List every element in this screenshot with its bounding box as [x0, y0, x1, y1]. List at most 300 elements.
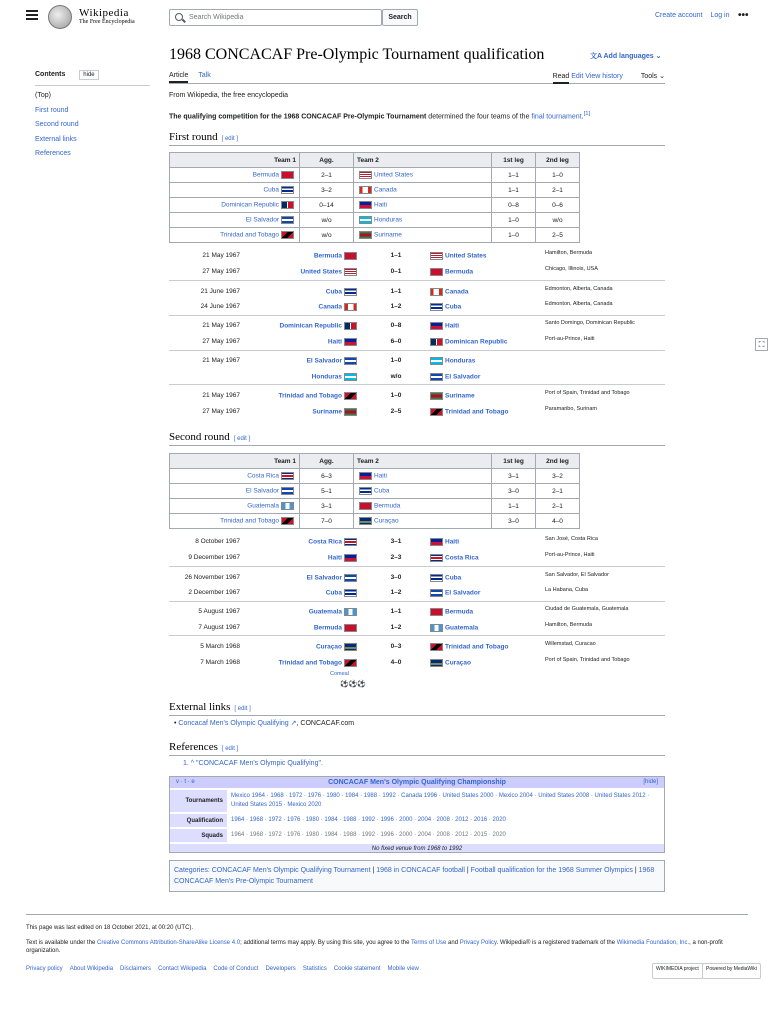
team1-link[interactable]: Costa Rica — [247, 472, 279, 480]
team1-link[interactable]: Cuba — [263, 186, 279, 194]
intro-bold: The qualifying competition for the 1968 CONCACAF Pre-Olympic Tournament — [169, 113, 427, 121]
away-team-link[interactable]: El Salvador — [445, 589, 481, 597]
more-options-icon[interactable]: ••• — [738, 10, 749, 21]
flag-guatemala-icon — [430, 624, 443, 632]
category-link[interactable]: CONCACAF Men's Olympic Qualifying Tournament — [211, 867, 371, 874]
toc-item-first-round[interactable]: First round — [35, 106, 69, 114]
home-team[interactable] — [259, 624, 359, 632]
away-team[interactable] — [428, 303, 461, 311]
page-tabs — [169, 69, 665, 84]
match-date: 7 August 1967 — [198, 624, 240, 631]
match-venue: San José, Costa Rica — [545, 536, 598, 542]
footer-link[interactable]: Statistics — [302, 966, 327, 972]
match-date: 8 October 1967 — [195, 538, 240, 545]
flag-trinidad-icon — [344, 392, 357, 400]
match-row — [169, 388, 665, 404]
home-team-link[interactable]: Bermuda — [313, 252, 342, 260]
away-team[interactable] — [428, 338, 507, 346]
match-score: 2–5 — [390, 408, 402, 415]
home-team[interactable] — [259, 252, 359, 260]
license-pre: Text is available under the — [26, 940, 96, 946]
edit-link[interactable]: [ edit ] — [221, 136, 238, 142]
away-team[interactable] — [428, 288, 468, 296]
home-team[interactable] — [259, 268, 359, 276]
footer-link[interactable]: Mobile view — [387, 966, 419, 972]
search-input[interactable] — [169, 9, 382, 26]
flag-haiti-icon — [359, 201, 372, 209]
home-team[interactable] — [259, 554, 359, 562]
away-team-link[interactable]: Trinidad and Tobago — [445, 408, 509, 416]
wmf-link[interactable]: Wikimedia Foundation, Inc. — [616, 940, 690, 946]
flag-dominican-icon — [430, 338, 443, 346]
away-team[interactable] — [428, 589, 480, 597]
home-team[interactable] — [259, 538, 359, 546]
match-score: 0–1 — [390, 268, 402, 275]
second-leg-cell: 2–1 — [536, 484, 580, 499]
home-team[interactable] — [259, 659, 359, 667]
flag-usa-icon — [344, 268, 357, 276]
second-leg-cell: 1–0 — [536, 168, 580, 183]
search-icon — [175, 13, 183, 21]
navbox-tournaments-links[interactable]: Mexico 1964 · 1968 · 1972 · 1976 · 1980 · 1984 · 1988 · 1992 · Canada 1996 · United States 2000 · Mexico 2004 · United States 2008 · United States 2012 · United States 2015 · Mexico 2020 — [231, 793, 650, 808]
first-leg-cell: 1–0 — [492, 228, 536, 243]
external-suffix: , CONCACAF.com — [296, 720, 355, 727]
flag-haiti-icon — [344, 554, 357, 562]
flag-suriname-icon — [430, 392, 443, 400]
flag-bermuda-icon — [359, 502, 372, 510]
away-team-link[interactable]: El Salvador — [445, 373, 481, 381]
away-team[interactable] — [428, 643, 508, 651]
main-menu-icon[interactable] — [26, 10, 38, 20]
away-team[interactable] — [428, 624, 478, 632]
flag-curacao-icon — [344, 643, 357, 651]
home-team-link[interactable]: United States — [300, 268, 342, 276]
reference-item[interactable] — [183, 759, 679, 769]
team2-cell[interactable] — [354, 168, 492, 183]
tab-article[interactable]: Article — [169, 72, 188, 83]
first-round-table — [169, 152, 580, 243]
toc-item-references[interactable]: References — [35, 150, 71, 157]
privacy-link[interactable]: Privacy Policy — [459, 940, 497, 946]
tab-edit[interactable]: Edit — [571, 73, 584, 80]
toc-title: Contents — [35, 71, 66, 78]
team2-cell[interactable] — [354, 183, 492, 198]
first-leg-cell: 1–1 — [492, 168, 536, 183]
team2-link[interactable]: Haiti — [374, 472, 388, 480]
terms-link[interactable]: Terms of Use — [411, 940, 447, 946]
flag-trinidad-icon — [344, 659, 357, 667]
last-edited: This page was last edited on 18 October 2021, at 00:20 (UTC). — [26, 925, 194, 931]
team1-cell[interactable] — [170, 213, 300, 228]
home-team-link[interactable]: Canada — [318, 303, 342, 311]
team1-link[interactable]: El Salvador — [245, 216, 279, 224]
tab-talk[interactable]: Talk — [198, 72, 211, 79]
globe-icon — [48, 5, 72, 29]
navbox-squads-links[interactable]: 1964 · 1968 · 1972 · 1976 · 1980 · 1984 · 1988 · 1992 · 1996 · 2000 · 2004 · 2008 · 2012 · 2015 · 2020 — [231, 832, 506, 838]
team1-cell[interactable] — [170, 499, 300, 514]
team2-link[interactable]: Bermuda — [374, 502, 401, 510]
footer-link[interactable]: Disclaimers — [120, 966, 152, 972]
second-leg-cell: 2–1 — [536, 183, 580, 198]
away-team[interactable] — [428, 659, 471, 667]
final-tournament-link[interactable]: final tournament — [531, 113, 582, 121]
aggregate-cell: w/o — [300, 228, 354, 243]
home-team[interactable] — [259, 574, 359, 582]
home-team-link[interactable]: Guatemala — [308, 608, 342, 616]
match-row — [169, 299, 665, 315]
first-leg-cell: 1–0 — [492, 213, 536, 228]
match-separator — [169, 350, 665, 351]
reference-text[interactable]: 1. ^ "CONCACAF Men's Olympic Qualifying". — [183, 760, 323, 767]
match-row — [169, 585, 665, 601]
aggregate-cell: 7–0 — [300, 514, 354, 529]
team2-link[interactable]: United States — [374, 171, 414, 179]
flag-cuba-icon — [344, 589, 357, 597]
flag-elsalvador-icon — [281, 216, 294, 224]
second-round-table — [169, 453, 580, 529]
mediawiki-badge[interactable] — [702, 963, 761, 979]
column-header: Team 1 — [170, 454, 300, 469]
page-title: 1968 CONCACAF Pre-Olympic Tournament qualification — [169, 46, 545, 63]
team2-cell[interactable] — [354, 499, 492, 514]
home-team-link[interactable]: Bermuda — [313, 624, 342, 632]
match-score: 1–2 — [390, 303, 402, 310]
away-team[interactable] — [428, 268, 473, 276]
table-header-row — [170, 454, 580, 469]
intro-paragraph — [169, 109, 665, 122]
license-tail: , a non-profit organization. — [26, 940, 723, 954]
aggregate-cell: 6–3 — [300, 469, 354, 484]
toc-item-external-links[interactable]: External links — [35, 135, 77, 143]
navbox-hide-button[interactable]: [hide] — [643, 779, 658, 785]
match-date: 27 May 1967 — [202, 338, 240, 345]
concacaf-link[interactable]: Concacaf Men's Olympic Qualifying — [178, 720, 289, 727]
away-team[interactable] — [428, 373, 480, 381]
add-languages-button[interactable]: 文A Add languages ⌄ — [590, 53, 662, 60]
flag-canada-icon — [359, 186, 372, 194]
column-header[interactable]: Agg. — [300, 153, 354, 168]
team2-cell[interactable] — [354, 198, 492, 213]
flag-suriname-icon — [359, 231, 372, 239]
home-team-link[interactable]: Curaçao — [315, 643, 342, 651]
table-row — [170, 213, 580, 228]
footer-link[interactable]: Cookie statement — [333, 966, 381, 972]
home-team-link[interactable]: Haiti — [327, 554, 342, 562]
footer-link[interactable]: About Wikipedia — [69, 966, 114, 972]
team2-cell[interactable] — [354, 469, 492, 484]
team2-link[interactable]: Haiti — [374, 201, 388, 209]
table-row — [170, 168, 580, 183]
language-icon: 文A — [590, 53, 604, 60]
home-team-link[interactable]: Honduras — [311, 373, 342, 381]
match-row — [169, 334, 665, 350]
match-venue: Hamilton, Bermuda — [545, 250, 593, 256]
team1-cell[interactable] — [170, 228, 300, 243]
home-team-link[interactable]: Cuba — [325, 288, 342, 296]
flag-elsalvador-icon — [281, 487, 294, 495]
team1-link[interactable]: Trinidad and Tobago — [220, 517, 279, 525]
away-team-link[interactable]: United States — [445, 252, 487, 260]
flag-honduras-icon — [344, 373, 357, 381]
navbox-title — [170, 777, 664, 788]
match-venue: Edmonton, Alberta, Canada — [545, 286, 613, 292]
team1-cell[interactable] — [170, 484, 300, 499]
team2-link[interactable]: Suriname — [374, 231, 402, 239]
away-team-link[interactable]: Dominican Republic — [445, 338, 508, 346]
license-link[interactable]: Creative Commons Attribution-ShareAlike License 4.0 — [97, 940, 241, 946]
tab-view-history[interactable]: View history — [585, 73, 623, 80]
team2-link[interactable]: Honduras — [374, 216, 403, 224]
footer-link[interactable]: Privacy policy — [26, 966, 63, 972]
team2-cell[interactable] — [354, 213, 492, 228]
comeal-link[interactable] — [330, 671, 349, 677]
edit-link[interactable]: [ edit ] — [221, 746, 239, 752]
edit-link[interactable]: [ edit ] — [233, 436, 251, 442]
team1-link[interactable]: Guatemala — [247, 502, 279, 510]
match-venue: Port-au-Prince, Haiti — [545, 336, 595, 342]
external-link-item: • Concacaf Men's Olympic Qualifying ↗, CONCACAF.com — [174, 720, 355, 727]
home-team-link[interactable]: El Salvador — [306, 357, 342, 365]
navbox-qualification-label: Qualification — [170, 814, 227, 827]
match-score: 3–1 — [390, 538, 402, 545]
away-team-link[interactable]: Canada — [445, 288, 469, 296]
wikimedia-badge-label: WIKIMEDIA project — [656, 966, 699, 972]
second-leg-cell: 4–0 — [536, 514, 580, 529]
away-team-link[interactable]: Curaçao — [445, 659, 472, 667]
footer-links — [26, 965, 748, 973]
match-date: 27 May 1967 — [202, 268, 240, 275]
team2-cell[interactable] — [354, 484, 492, 499]
team2-link[interactable]: Canada — [374, 186, 397, 194]
category-link[interactable]: 1968 CONCACAF Men's Pre-Olympic Tournament — [174, 867, 655, 885]
team1-link[interactable]: Trinidad and Tobago — [220, 231, 279, 239]
away-team-link[interactable]: Bermuda — [445, 268, 474, 276]
home-team[interactable] — [259, 408, 359, 416]
home-team[interactable] — [259, 589, 359, 597]
first-leg-cell: 1–1 — [492, 499, 536, 514]
match-score: 0–3 — [390, 643, 402, 650]
away-team-link[interactable]: Haiti — [445, 538, 460, 546]
match-date: 7 March 1968 — [200, 659, 240, 666]
create-account-link[interactable]: Create account — [655, 12, 703, 19]
flag-dominican-icon — [281, 201, 294, 209]
table-of-contents — [35, 70, 150, 165]
match-venue: Chicago, Illinois, USA — [545, 266, 598, 272]
flag-trinidad-icon — [281, 517, 294, 525]
team2-cell[interactable] — [354, 514, 492, 529]
reference-link[interactable]: [1] — [583, 111, 591, 117]
section-first-round — [169, 131, 665, 146]
match-venue: Port of Spain, Trinidad and Tobago — [545, 390, 630, 396]
flag-haiti-icon — [430, 538, 443, 546]
expand-icon[interactable]: ⛶ — [755, 338, 768, 351]
away-team-link[interactable]: Bermuda — [445, 608, 474, 616]
home-team-link[interactable]: Cuba — [325, 589, 342, 597]
category-link[interactable]: 1968 in CONCACAF football — [376, 867, 465, 874]
away-team[interactable] — [428, 554, 479, 562]
toc-item-second-round[interactable]: Second round — [35, 121, 79, 128]
away-team[interactable] — [428, 322, 459, 330]
match-row — [169, 534, 665, 550]
match-separator — [169, 635, 665, 636]
match-venue: Port-au-Prince, Haiti — [545, 552, 595, 558]
home-team-link[interactable]: Trinidad and Tobago — [278, 392, 342, 400]
match-venue: San Salvador, El Salvador — [545, 572, 609, 578]
flag-canada-icon — [430, 288, 443, 296]
flag-haiti-icon — [430, 322, 443, 330]
away-team-link[interactable]: Guatemala — [445, 624, 479, 632]
mediawiki-badge-label: Powered by MediaWiki — [706, 966, 757, 972]
away-team[interactable] — [428, 408, 508, 416]
match-date: 21 May 1967 — [202, 252, 240, 259]
flag-bermuda-icon — [430, 608, 443, 616]
match-row — [169, 570, 665, 586]
team1-link[interactable]: Dominican Republic — [221, 201, 279, 209]
away-team-link[interactable]: Costa Rica — [445, 554, 479, 562]
team2-link[interactable]: Curaçao — [374, 517, 399, 525]
categories-box: Categories: CONCACAF Men's Olympic Qualifying Tournament | 1968 in CONCACAF football | Football qualification for the 1968 Summer Olympics | 1968 CONCACAF Men's Pre-Olympic Tournament — [169, 860, 665, 892]
home-team[interactable] — [259, 373, 359, 381]
table-row — [170, 469, 580, 484]
away-team[interactable] — [428, 574, 461, 582]
away-team[interactable] — [428, 608, 473, 616]
match-score: 1–1 — [390, 288, 402, 295]
edit-label: edit — [224, 136, 235, 142]
second-leg-cell: 2–5 — [536, 228, 580, 243]
second-leg-cell: 0–6 — [536, 198, 580, 213]
column-header[interactable]: Agg. — [300, 454, 354, 469]
first-leg-cell: 3–0 — [492, 514, 536, 529]
match-row — [169, 639, 665, 655]
team2-link[interactable]: Cuba — [374, 487, 390, 495]
team1-cell[interactable] — [170, 469, 300, 484]
tab-tools[interactable]: Tools ⌄ — [640, 73, 665, 80]
table-row — [170, 183, 580, 198]
home-team-link[interactable]: Trinidad and Tobago — [278, 659, 342, 667]
first-leg-cell: 0–8 — [492, 198, 536, 213]
aggregate-cell: 5–1 — [300, 484, 354, 499]
team1-cell[interactable] — [170, 198, 300, 213]
match-date: 21 May 1967 — [202, 322, 240, 329]
home-team[interactable] — [259, 303, 359, 311]
away-team[interactable] — [428, 252, 487, 260]
table-row — [170, 499, 580, 514]
flag-curacao-icon — [430, 659, 443, 667]
home-team[interactable] — [259, 322, 359, 330]
match-row — [169, 264, 665, 280]
match-score: 3–0 — [390, 574, 402, 581]
team1-link[interactable]: El Salvador — [245, 487, 279, 495]
categories-label[interactable]: Categories: — [174, 867, 210, 874]
edit-link[interactable]: [ edit ] — [234, 706, 251, 712]
home-team[interactable] — [259, 357, 359, 365]
navbox-qualification-links[interactable]: 1964 · 1968 · 1972 · 1976 · 1980 · 1984 · 1988 · 1992 · 1996 · 2000 · 2004 · 2008 · 2012 · 2016 · 2020 — [231, 817, 506, 823]
flag-bermuda-icon — [430, 268, 443, 276]
home-team[interactable] — [259, 608, 359, 616]
flag-suriname-icon — [344, 408, 357, 416]
table-header-row — [170, 153, 580, 168]
match-venue: Santo Domingo, Dominican Republic — [545, 320, 635, 326]
home-team[interactable] — [259, 338, 359, 346]
column-header: 1st leg — [492, 454, 536, 469]
table-row — [170, 228, 580, 243]
away-team-link[interactable]: Cuba — [445, 303, 462, 311]
flag-elsalvador-icon — [344, 357, 357, 365]
match-venue: Hamilton, Bermuda — [545, 622, 593, 628]
home-team-link[interactable]: Suriname — [312, 408, 342, 416]
comeal-label[interactable]: Comeal — [330, 671, 349, 677]
from-wikipedia: From Wikipedia, the free encyclopedia — [169, 92, 289, 99]
wikipedia-logo[interactable] — [48, 5, 148, 29]
away-team[interactable] — [428, 538, 459, 546]
flag-guatemala-icon — [344, 608, 357, 616]
toc-hide-button[interactable]: hide — [79, 70, 98, 80]
match-row — [169, 284, 665, 300]
category-link[interactable]: Football qualification for the 1968 Summer Olympics — [470, 867, 633, 874]
navbox-vte[interactable]: v · t · e — [176, 779, 195, 785]
login-link[interactable]: Log in — [710, 12, 730, 19]
match-score: 1–2 — [390, 589, 402, 596]
away-team-link[interactable]: Cuba — [445, 574, 462, 582]
section-second-round — [169, 431, 665, 446]
home-team-link[interactable]: Dominican Republic — [279, 322, 342, 330]
away-team-link[interactable]: Honduras — [445, 357, 476, 365]
user-links — [655, 12, 736, 19]
home-team-link[interactable]: Haiti — [327, 338, 342, 346]
home-team-link[interactable]: El Salvador — [306, 574, 342, 582]
away-team-link[interactable]: Trinidad and Tobago — [445, 643, 509, 651]
match-venue: Willemstad, Curacao — [545, 641, 596, 647]
match-date: 5 August 1967 — [198, 608, 240, 615]
toc-item-top[interactable]: (Top) — [35, 92, 51, 99]
away-team-link[interactable]: Haiti — [445, 322, 460, 330]
team1-cell[interactable] — [170, 514, 300, 529]
match-date: 21 May 1967 — [202, 392, 240, 399]
navbox-title-link[interactable]: CONCACAF Men's Olympic Qualifying Championship — [328, 779, 506, 786]
away-team[interactable] — [428, 357, 475, 365]
wikimedia-badge[interactable] — [652, 963, 703, 979]
footer-link[interactable]: Developers — [265, 966, 296, 972]
flag-haiti-icon — [344, 338, 357, 346]
flag-honduras-icon — [359, 216, 372, 224]
footer-link[interactable]: Contact Wikipedia — [158, 966, 207, 972]
column-header: Team 2 — [354, 153, 492, 168]
match-score: 1–0 — [390, 392, 402, 399]
team1-cell[interactable] — [170, 168, 300, 183]
home-team-link[interactable]: Costa Rica — [308, 538, 342, 546]
team1-link[interactable]: Bermuda — [252, 171, 279, 179]
search-button[interactable]: Search — [382, 9, 418, 26]
navbox-tournaments-label: Tournaments — [170, 790, 227, 812]
match-score: 6–0 — [390, 338, 402, 345]
home-team[interactable] — [259, 288, 359, 296]
match-separator — [169, 566, 665, 567]
away-team-link[interactable]: Suriname — [445, 392, 475, 400]
flag-bermuda-icon — [344, 624, 357, 632]
team2-cell[interactable] — [354, 228, 492, 243]
column-header: 2nd leg — [536, 153, 580, 168]
external-link-icon: ↗ — [290, 720, 297, 727]
match-row — [169, 404, 665, 420]
home-team[interactable] — [259, 643, 359, 651]
footer-link[interactable]: Code of Conduct — [213, 966, 259, 972]
home-team[interactable] — [259, 392, 359, 400]
match-date: 27 May 1967 — [202, 408, 240, 415]
team1-cell[interactable] — [170, 183, 300, 198]
section-external-links — [169, 701, 665, 716]
away-team[interactable] — [428, 392, 475, 400]
tab-read[interactable]: Read — [553, 73, 570, 84]
